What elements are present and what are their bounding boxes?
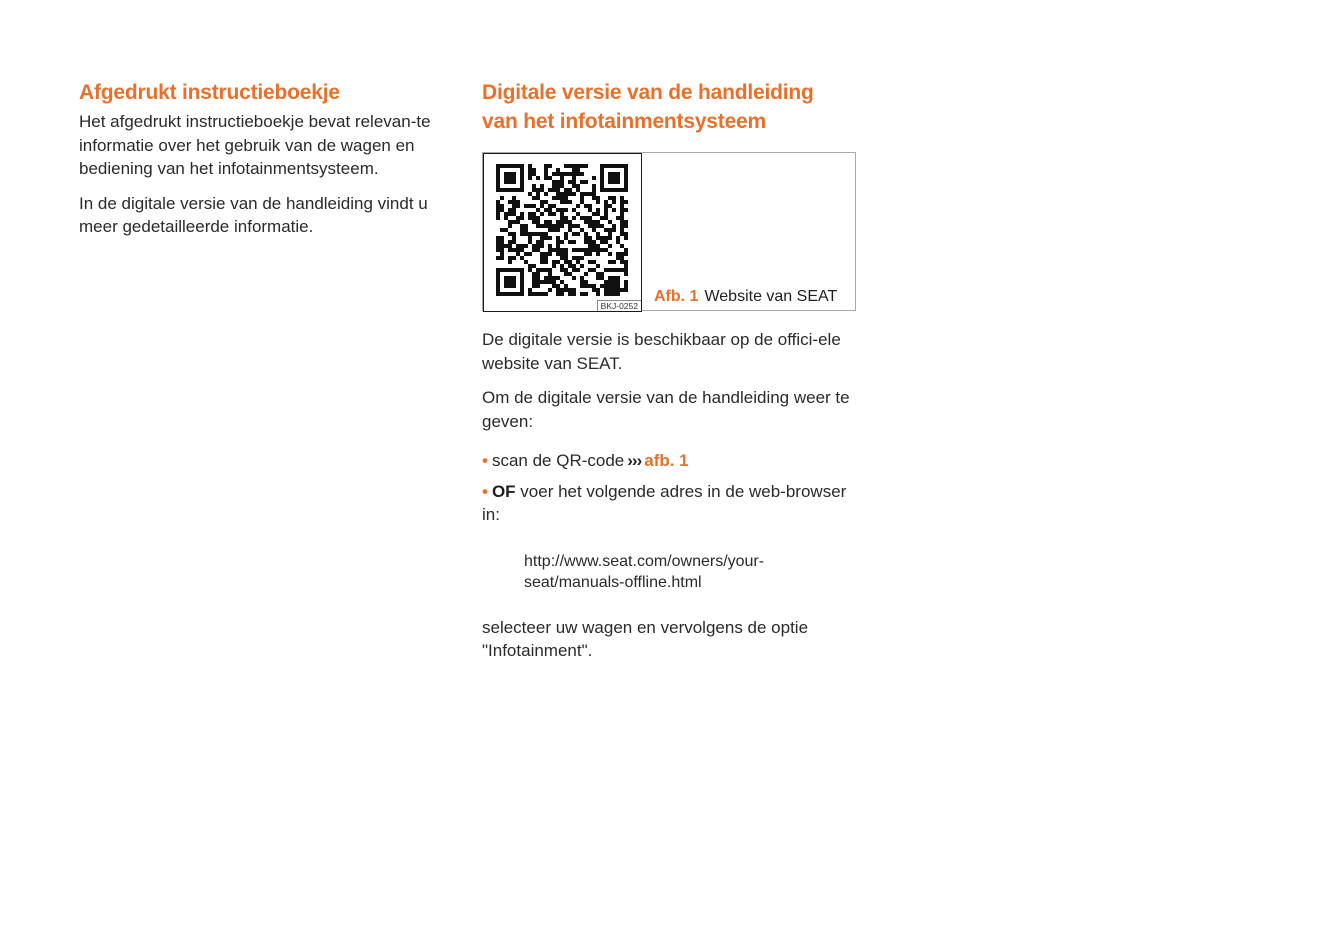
url-line-2: seat/manuals-offline.html <box>524 574 702 591</box>
arrow-icon: ››› <box>627 451 642 470</box>
figure-code: BKJ-0252 <box>597 300 641 311</box>
qr-code-icon[interactable] <box>496 164 628 296</box>
paragraph-printed-1: Het afgedrukt instructieboekje bevat relevan-te informatie over het gebruik van de wagen en bediening van het infotainmentsysteem. <box>79 112 431 178</box>
manual-url[interactable] <box>524 551 814 594</box>
section-heading-digital <box>482 78 862 136</box>
bullet-text: voer het volgende adres in de web-browser in: <box>482 481 847 524</box>
figure-seat-website <box>482 152 856 311</box>
paragraph-digital-3: selecteer uw wagen en vervolgens de optie "Infotainment". <box>482 617 809 660</box>
list-item-scan <box>482 449 862 473</box>
caption-number: Afb. 1 <box>654 288 699 305</box>
caption-text: Website van SEAT <box>704 288 838 305</box>
qr-code-frame <box>483 153 642 312</box>
section-heading-printed: Afgedrukt instructieboekje <box>79 81 340 104</box>
paragraph-digital-1: De digitale versie is beschikbaar op de offici-ele website van SEAT. <box>482 330 841 373</box>
list-item-browser <box>482 480 862 527</box>
section-digital-manual <box>482 78 862 136</box>
bullet-icon: • <box>482 451 488 470</box>
url-line-1: http://www.seat.com/owners/your- <box>524 552 765 570</box>
digital-body <box>482 328 862 674</box>
heading-line-2: van het infotainmentsysteem <box>482 110 767 133</box>
section-printed-manual <box>79 78 459 239</box>
paragraph-digital-2: Om de digitale versie van de handleiding weer te geven: <box>482 388 850 431</box>
bullet-strong: OF <box>491 481 516 501</box>
bullet-text: scan de QR-code <box>491 451 625 470</box>
bullet-icon: • <box>482 481 488 501</box>
paragraph-printed-2: In de digitale versie van de handleiding vindt u meer gedetailleerde informatie. <box>79 193 428 236</box>
heading-line-1: Digitale versie van de handleiding <box>482 81 814 104</box>
figure-caption <box>654 287 837 307</box>
figure-reference-link[interactable]: afb. 1 <box>644 451 689 470</box>
